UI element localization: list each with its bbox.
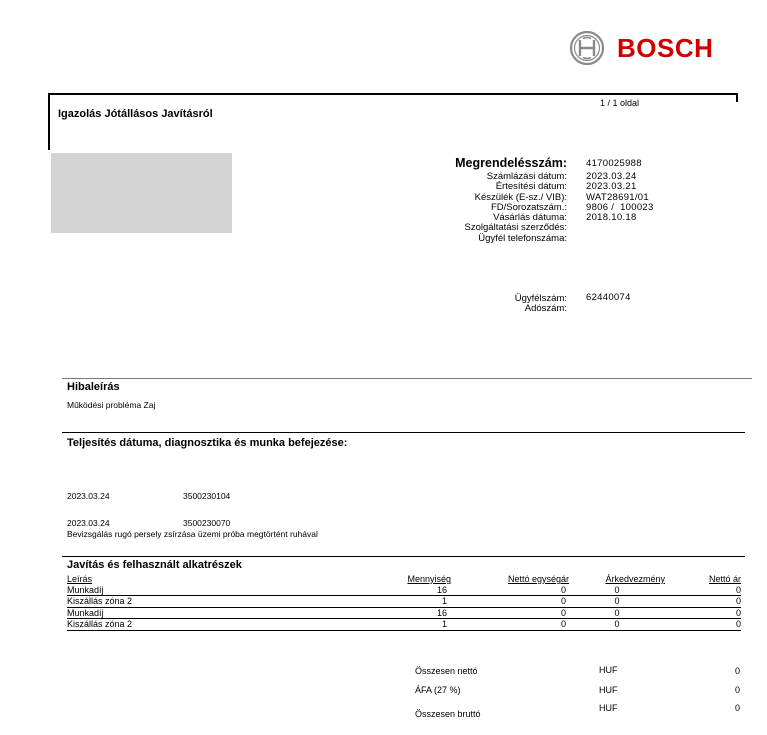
order-field-labels — [380, 172, 567, 244]
tax-no-label: Adószám: — [524, 303, 567, 315]
row-discount: 0 — [569, 619, 665, 631]
customer-no-value: 62440074 — [586, 292, 631, 303]
total-net-currency: HUF — [599, 665, 618, 675]
row-net-price: 0 — [665, 619, 741, 631]
brand-name: BOSCH — [617, 32, 714, 63]
customer-labels — [380, 294, 567, 315]
table-row — [67, 607, 741, 619]
order-field-values — [586, 172, 654, 223]
bosch-logo — [569, 28, 713, 68]
parts-header-row — [67, 574, 741, 585]
device-label: Készülék (E-sz./ VIB): — [474, 191, 567, 203]
row-net-price: 0 — [665, 585, 741, 596]
serial-value: 9806 / 100023 — [586, 201, 654, 213]
order-number-label: Megrendelésszám: — [455, 156, 567, 170]
completion-date-1: 2023.03.24 — [67, 491, 110, 501]
total-net-value: 0 — [734, 666, 740, 676]
col-description: Leírás — [67, 574, 93, 584]
row-discount: 0 — [569, 596, 665, 608]
total-vat-label: ÁFA (27 %) — [415, 685, 461, 695]
page-info: 1 / 1 oldal — [600, 98, 640, 108]
completion-code-1: 3500230104 — [183, 491, 231, 501]
customer-phone-label: Ügyfél telefonszáma: — [478, 232, 567, 244]
total-net-label: Összesen nettó — [415, 666, 478, 676]
row-net-price: 0 — [665, 596, 741, 608]
device-value: WAT28691/01 — [586, 191, 649, 203]
row-description: Kiszállás zóna 2 — [67, 619, 317, 631]
row-quantity: 1 — [317, 596, 451, 608]
completion-date-2: 2023.03.24 — [67, 518, 110, 528]
billing-date-value: 2023.03.24 — [586, 171, 637, 182]
customer-values — [586, 293, 631, 303]
purchase-date-value: 2018.10.18 — [586, 212, 637, 224]
row-discount: 0 — [569, 585, 665, 596]
total-gross-currency: HUF — [599, 703, 618, 713]
bosch-armature-icon — [569, 30, 605, 66]
total-vat-value: 0 — [734, 685, 740, 695]
parts-divider — [62, 556, 745, 557]
row-description: Kiszállás zóna 2 — [67, 596, 317, 608]
table-row — [67, 596, 741, 608]
completion-code-2: 3500230070 — [183, 518, 231, 528]
document-title: Igazolás Jótállásos Javításról — [58, 108, 213, 120]
row-unit-price: 0 — [451, 596, 569, 608]
total-gross-label: Összesen bruttó — [415, 709, 481, 719]
col-net-price: Nettó ár — [708, 574, 741, 584]
completion-note-2: Bevizsgálás rugó persely zsírzása üzemi próba megtörtént ruhával — [67, 529, 318, 539]
row-quantity: 16 — [317, 585, 451, 596]
parts-table — [67, 574, 741, 631]
table-row — [67, 585, 741, 596]
address-placeholder — [51, 153, 232, 233]
col-discount: Árkedvezmény — [605, 574, 665, 584]
fault-title: Hibaleírás — [67, 381, 120, 393]
fault-text: Működési probléma Zaj — [67, 400, 156, 410]
billing-date-label: Számlázási dátum: — [486, 171, 567, 182]
service-contract-label: Szolgáltatási szerződés: — [464, 222, 567, 234]
col-quantity: Mennyiség — [407, 574, 451, 584]
row-quantity: 16 — [317, 607, 451, 619]
total-vat-currency: HUF — [599, 685, 618, 695]
order-number-value: 4170025988 — [586, 158, 642, 169]
row-quantity: 1 — [317, 619, 451, 631]
completion-title: Teljesítés dátuma, diagnosztika és munka befejezése: — [67, 437, 348, 449]
table-row — [67, 619, 741, 631]
fault-divider — [62, 378, 752, 379]
row-unit-price: 0 — [451, 607, 569, 619]
row-unit-price: 0 — [451, 585, 569, 596]
purchase-date-label: Vásárlás dátuma: — [493, 212, 567, 224]
row-description: Munkadíj — [67, 607, 317, 619]
row-unit-price: 0 — [451, 619, 569, 631]
row-discount: 0 — [569, 607, 665, 619]
serial-label: FD/Sorozatszám.: — [490, 201, 567, 213]
notification-date-label: Értesítési dátum: — [495, 181, 567, 193]
completion-divider — [62, 432, 745, 433]
parts-title: Javítás és felhasznált alkatrészek — [67, 559, 242, 571]
col-unit-price: Nettó egységár — [507, 574, 569, 584]
row-description: Munkadíj — [67, 585, 317, 596]
row-net-price: 0 — [665, 607, 741, 619]
total-gross-value: 0 — [734, 703, 740, 713]
notification-date-value: 2023.03.21 — [586, 181, 637, 193]
customer-no-label: Ügyfélszám: — [514, 293, 567, 304]
